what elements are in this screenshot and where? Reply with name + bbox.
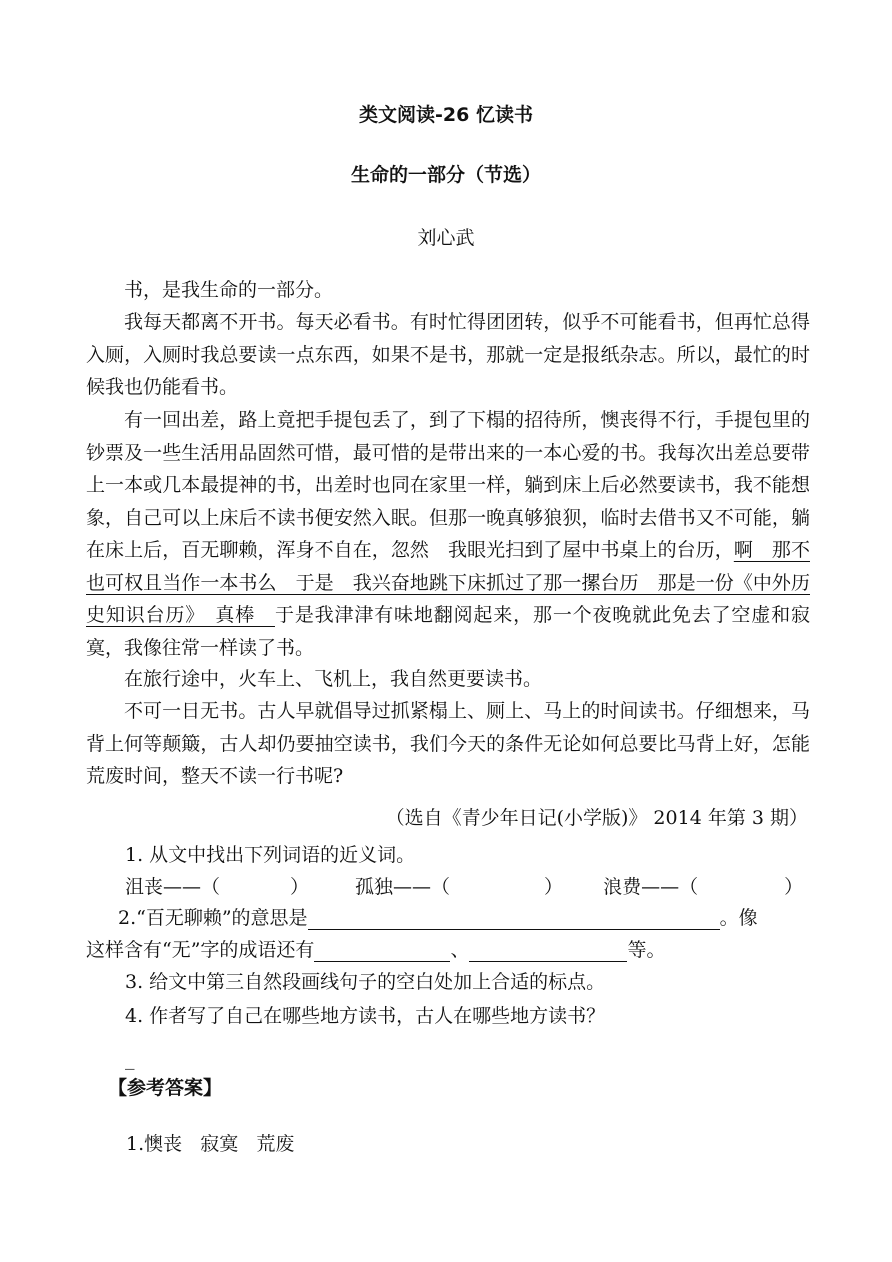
author-name: 刘心武 — [417, 227, 475, 249]
q1-item-3-open: 浪费——（ — [603, 876, 699, 898]
paragraph-3-text-b: 于是我津津有味地翻阅起来，那一个夜晚就此免去了空虚和寂寞，我像往常一样读了书。 — [86, 604, 810, 659]
paragraph-1: 书，是我生命的一部分。 — [124, 279, 334, 301]
underlined-sentence: 啊 那不也可权且当作一本书么 于是 我兴奋地跳下床抓过了那一摞台历 那是一份《中外历史知识台历》 真棒 — [86, 539, 810, 626]
answer-dash: _ — [125, 1048, 135, 1070]
series-title: 类文阅读-26 忆读书 — [359, 104, 533, 126]
question-4: 4. 作者写了自己在哪些地方读书，古人在哪些地方读书？ — [125, 1005, 606, 1027]
paragraph-3 — [86, 404, 810, 664]
answer-word-1: 懊丧 — [144, 1133, 183, 1155]
answer-line-idiom-2[interactable] — [469, 939, 627, 962]
question-2 — [118, 903, 758, 930]
answer-heading: 【参考答案】 — [108, 1077, 223, 1099]
paragraph-4: 在旅行途中，火车上、飞机上，我自然更要读书。 — [124, 668, 543, 690]
question-3: 3. 给文中第三自然段画线句子的空白处加上合适的标点。 — [125, 971, 606, 993]
q2-text-c: 这样含有“无”字的成语还有 — [86, 939, 315, 961]
answer-line-idiom-1[interactable] — [314, 939, 450, 962]
question-1: 1. 从文中找出下列词语的近义词。 — [125, 844, 416, 866]
q2-text-d: 等。 — [627, 939, 666, 961]
question-1-items — [125, 872, 803, 899]
q2-separator: 、 — [450, 939, 470, 961]
question-2-continued — [86, 935, 665, 962]
paragraph-2: 我每天都离不开书。每天必看书。有时忙得团团转，似乎不可能看书，但再忙总得入厕，入厕时我总要读一点东西，如果不是书，那就一定是报纸杂志。所以，最忙的时候我也仍能看书。 — [86, 311, 810, 398]
q1-item-1-close: ） — [290, 876, 310, 898]
source-citation: （选自《青少年日记(小学版)》 2014 年第 3 期） — [385, 807, 808, 829]
q1-item-3-close: ） — [784, 876, 804, 898]
paragraph-3-text-a: 有一回出差，路上竟把手提包丢了，到了下榻的招待所，懊丧得不行，手提包里的钞票及一些生活用品固然可惜，最可惜的是带出来的一本心爱的书。我每次出差总要带上一本或几本最提神的书，出差时也同在家里一样，躺到床上后必然要读书，我不能想象，自己可以上床后不读书便安然入眠。但那一晚真够狼狈，临时去借书又不可能，躺在床上后，百无聊赖，浑身不自在，忽然 我眼光扫到了屋中书桌上的台历， — [86, 409, 810, 561]
q1-item-2-open: 孤独——（ — [355, 876, 451, 898]
answer-word-2: 寂寞 — [200, 1133, 239, 1155]
answer-1-label: 1. — [126, 1133, 145, 1155]
answer-word-3: 荒废 — [256, 1133, 295, 1155]
answer-line-meaning[interactable] — [308, 907, 720, 930]
article-title: 生命的一部分（节选） — [350, 164, 541, 186]
q1-item-1-open: 沮丧——（ — [125, 876, 221, 898]
answer-1 — [126, 1129, 294, 1156]
q2-text-b: 。像 — [719, 907, 758, 929]
q2-text-a: 2.“百无聊赖”的意思是 — [118, 907, 308, 929]
q1-item-2-close: ） — [544, 876, 564, 898]
paragraph-5: 不可一日无书。古人早就倡导过抓紧榻上、厕上、马上的时间读书。仔细想来，马背上何等颠簸，古人却仍要抽空读书，我们今天的条件无论如何总要比马背上好，怎能荒废时间，整天不读一行书呢? — [86, 700, 810, 787]
